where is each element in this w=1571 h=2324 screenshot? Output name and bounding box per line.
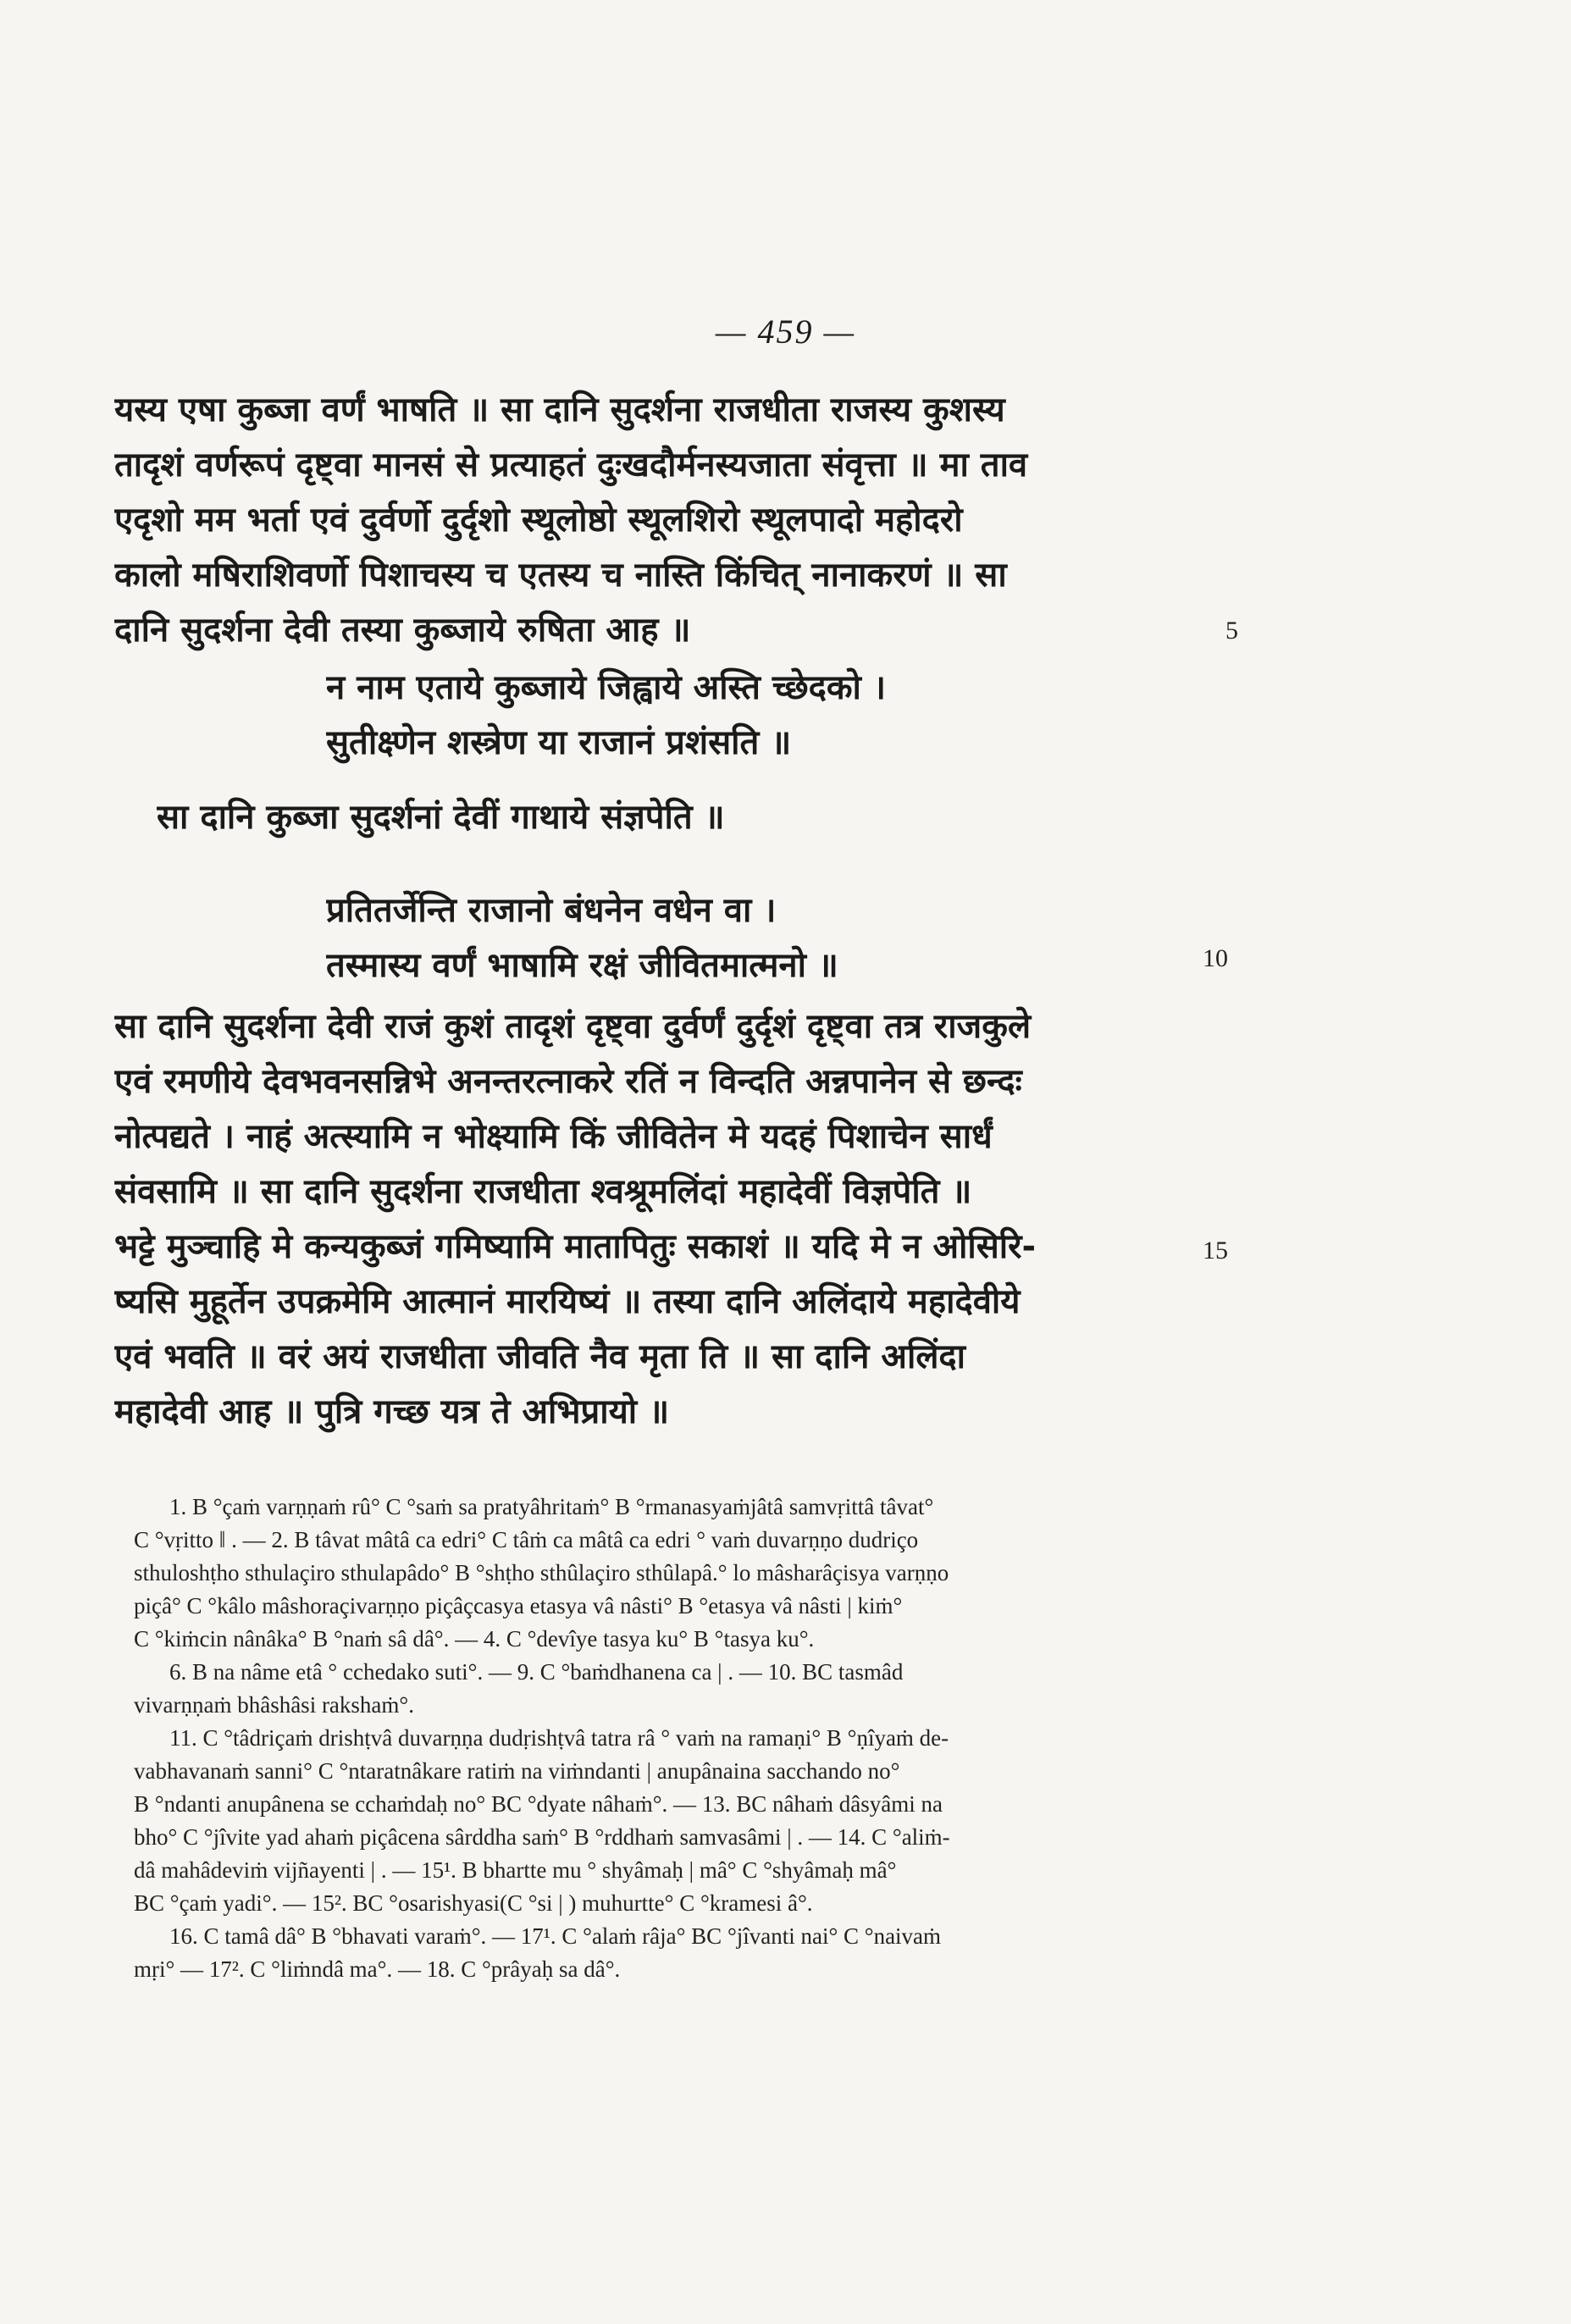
line-number-5: 5 xyxy=(1225,617,1238,645)
footnote-line: C °vṛitto ‖ . — 2. B tâvat mâtâ ca edri° C tâṁ ca mâtâ ca edri ° vaṁ duvarṇṇo dudriço xyxy=(134,1527,919,1552)
text-line: तादृशं वर्णरूपं दृष्ट्वा मानसं से प्रत्याहतं दुःखदौर्मनस्यजाता संवृत्ता ॥ मा ताव xyxy=(114,445,1028,484)
footnote-line: 6. B na nâme etâ ° cchedako suti°. — 9. C °baṁdhanena ca | . — 10. BC tasmâd xyxy=(169,1659,904,1685)
verse-block-2 xyxy=(326,883,1173,993)
verse-line: तस्मास्य वर्णं भाषामि रक्षं जीवितमात्मनो ॥ xyxy=(326,946,838,985)
prose-block-2 xyxy=(157,790,1292,845)
text-line: महादेवी आह ॥ पुत्रि गच्छ यत्र ते अभिप्रायो ॥ xyxy=(114,1392,670,1431)
text-line: यस्य एषा कुब्जा वर्णं भाषति ॥ सा दानि सुदर्शना राजधीता राजस्य कुशस्य xyxy=(114,390,1005,429)
line-number-15: 15 xyxy=(1203,1237,1228,1264)
footnote-line: piçâ° C °kâlo mâshoraçivarṇṇo piçâçcasya etasya vâ nâsti° B °etasya vâ nâsti | kiṁ° xyxy=(134,1593,903,1618)
verse-line: प्रतितर्जेन्ति राजानो बंधनेन वधेन वा । xyxy=(326,891,777,930)
prose-block-3 xyxy=(114,999,1249,1440)
footnote-line: sthuloshṭho sthulaçiro sthulapâdo° B °shṭho sthûlaçiro sthûlapâ.° lo mâsharâçisya varṇṇo xyxy=(134,1560,949,1585)
footnote-line: B °ndanti anupânena se cchaṁdaḥ no° BC °dyate nâhaṁ°. — 13. BC nâhaṁ dâsyâmi na xyxy=(134,1791,943,1817)
footnote-line: 16. C tamâ dâ° B °bhavati varaṁ°. — 17¹. C °alaṁ râja° BC °jîvanti nai° C °naivaṁ xyxy=(169,1923,942,1949)
text-line: सा दानि कुब्जा सुदर्शनां देवीं गाथाये संज्ञपेति ॥ xyxy=(157,798,725,837)
page-number: — 459 — xyxy=(715,313,856,351)
text-line: ष्यसि मुहूर्तेन उपक्रमेमि आत्मानं मारयिष्यं ॥ तस्या दानि अलिंदाये महादेवीये xyxy=(114,1282,1021,1321)
text-line: कालो मषिराशिवर्णो पिशाचस्य च एतस्य च नास्ति किंचित् नानाकरणं ॥ सा xyxy=(114,556,1007,595)
text-line: दानि सुदर्शना देवी तस्या कुब्जाये रुषिता आह ॥ xyxy=(114,611,691,650)
footnote-line: BC °çaṁ yadi°. — 15². BC °osarishyasi(C °si | ) muhurtte° C °kramesi â°. xyxy=(134,1890,813,1916)
verse-block-1 xyxy=(326,661,1173,771)
footnote-line: bho° C °jîvite yad ahaṁ piçâcena sârddha saṁ° B °rddhaṁ samvasâmi | . — 14. C °aliṁ- xyxy=(134,1824,950,1850)
text-line: एदृशो मम भर्ता एवं दुर्वर्णो दुर्दृशो स्थूलोष्ठो स्थूलशिरो स्थूलपादो महोदरो xyxy=(114,501,963,540)
verse-line: सुतीक्ष्णेन शस्त्रेण या राजानं प्रशंसति ॥ xyxy=(326,723,792,762)
text-line: संवसामि ॥ सा दानि सुदर्शना राजधीता श्वश्रूमलिंदां महादेवीं विज्ञपेति ॥ xyxy=(114,1172,972,1211)
footnote-line: vabhavanaṁ sanni° C °ntaratnâkare ratiṁ na viṁndanti | anupânaina sacchando no° xyxy=(134,1758,900,1784)
footnote-line: 1. B °çaṁ varṇṇaṁ rû° C °saṁ sa pratyâhritaṁ° B °rmanasyaṁjâtâ samvṛittâ tâvat° xyxy=(169,1494,934,1519)
footnotes xyxy=(134,1491,1175,1986)
line-number-10: 10 xyxy=(1203,944,1228,972)
footnote-line: 11. C °tâdriçaṁ drishṭvâ duvarṇṇa dudṛishṭvâ tatra râ ° vaṁ na ramaṇi° B °ṇîyaṁ de- xyxy=(169,1725,949,1751)
prose-block-1 xyxy=(114,383,1249,658)
verse-line: न नाम एताये कुब्जाये जिह्वाये अस्ति च्छेदको । xyxy=(326,668,886,707)
text-line: नोत्पद्यते । नाहं अत्स्यामि न भोक्ष्यामि किं जीवितेन मे यदहं पिशाचेन सार्धं xyxy=(114,1117,993,1156)
footnote-line: dâ mahâdeviṁ vijñayenti | . — 15¹. B bhartte mu ° shyâmaḥ | mâ° C °shyâmaḥ mâ° xyxy=(134,1857,897,1883)
text-line: एवं रमणीये देवभवनसन्निभे अनन्तरत्नाकरे रतिं न विन्दति अन्नपानेन से छन्दः xyxy=(114,1062,1022,1101)
text-line: सा दानि सुदर्शना देवी राजं कुशं तादृशं दृष्ट्वा दुर्वर्णं दुर्दृशं दृष्ट्वा तत्र राजकुले xyxy=(114,1007,1032,1046)
footnote-line: vivarṇṇaṁ bhâshâsi rakshaṁ°. xyxy=(134,1692,414,1718)
footnote-line: C °kiṁcin nânâka° B °naṁ sâ dâ°. — 4. C °devîye tasya ku° B °tasya ku°. xyxy=(134,1626,815,1652)
text-line: एवं भवति ॥ वरं अयं राजधीता जीवति नैव मृता ति ॥ सा दानि अलिंदा xyxy=(114,1337,966,1376)
text-line: भट्टे मुञ्चाहि मे कन्यकुब्जं गमिष्यामि मातापितुः सकाशं ॥ यदि मे न ओसिरि- xyxy=(114,1227,1037,1266)
footnote-line: mṛi° — 17². C °liṁndâ ma°. — 18. C °prâyaḥ sa dâ°. xyxy=(134,1956,621,1982)
